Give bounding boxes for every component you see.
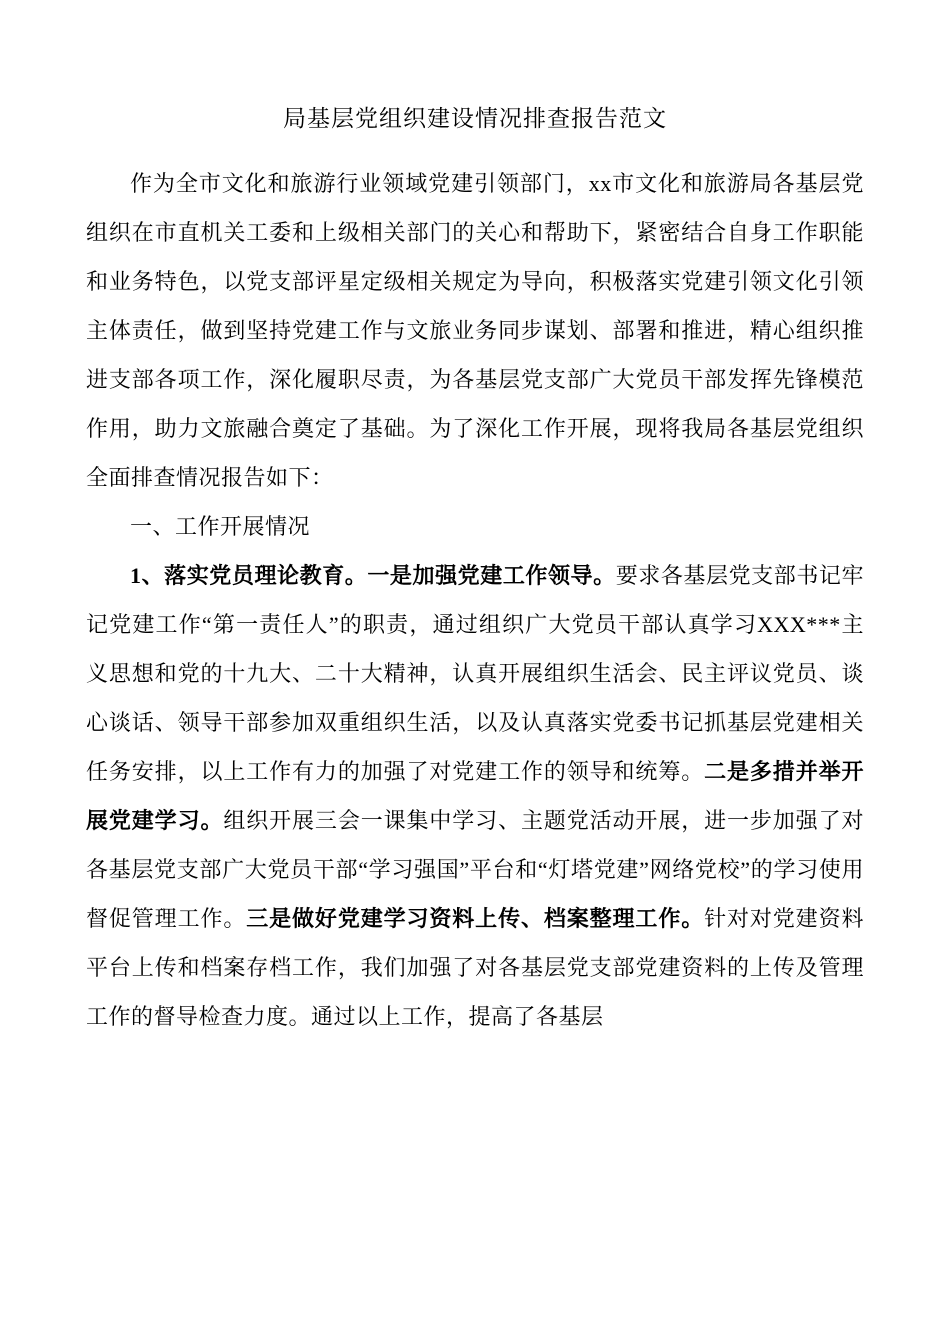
text-segment-2: 组织开展三会一课集中学习、主题党活动开展，进一步加强了对各基层党支部广大党员干部“学习强国”平台和“灯塔党建”网络党校”的学习使用督促管理工作。 (86, 808, 864, 931)
section-heading: 一、工作开展情况 (130, 514, 311, 539)
body-paragraph (86, 551, 864, 1041)
intro-paragraph: 作为全市文化和旅游行业领域党建引领部门，xx市文化和旅游局各基层党组织在市直机关工委和上级相关部门的关心和帮助下，紧密结合自身工作职能和业务特色，以党支部评星定级相关规定为导向，积极落实党建引领文化引领主体责任，做到坚持党建工作与文旅业务同步谋划、部署和推进，精心组织推进支部各项工作，深化履职尽责，为各基层党支部广大党员干部发挥先锋模范作用，助力文旅融合奠定了基础。为了深化工作开展，现将我局各基层党组织全面排查情况报告如下： (86, 171, 864, 490)
bold-segment-3: 三是做好党建学习资料上传、档案整理工作。 (246, 906, 705, 931)
document-title: 局基层党组织建设情况排查报告范文 (283, 106, 667, 131)
text-segment-3: 针对对党建资料平台上传和档案存档工作，我们加强了对各基层党支部党建资料的上传及管理工作的督导检查力度。通过以上工作，提高了各基层 (86, 906, 864, 1029)
bold-segment-2: 二是多措并举开展党建学习。 (86, 759, 864, 833)
bold-segment-1: 1、落实党员理论教育。一是加强党建工作领导。 (130, 563, 616, 588)
text-segment-1: 要求各基层党支部书记牢记党建工作“第一责任人”的职责，通过组织广大党员干部认真学习XXX***主义思想和党的十九大、二十大精神，认真开展组织生活会、民主评议党员、谈心谈话、领导干部参加双重组织生活，以及认真落实党委书记抓基层党建相关任务安排，以上工作有力的加强了对党建工作的领导和统筹。 (86, 563, 864, 784)
